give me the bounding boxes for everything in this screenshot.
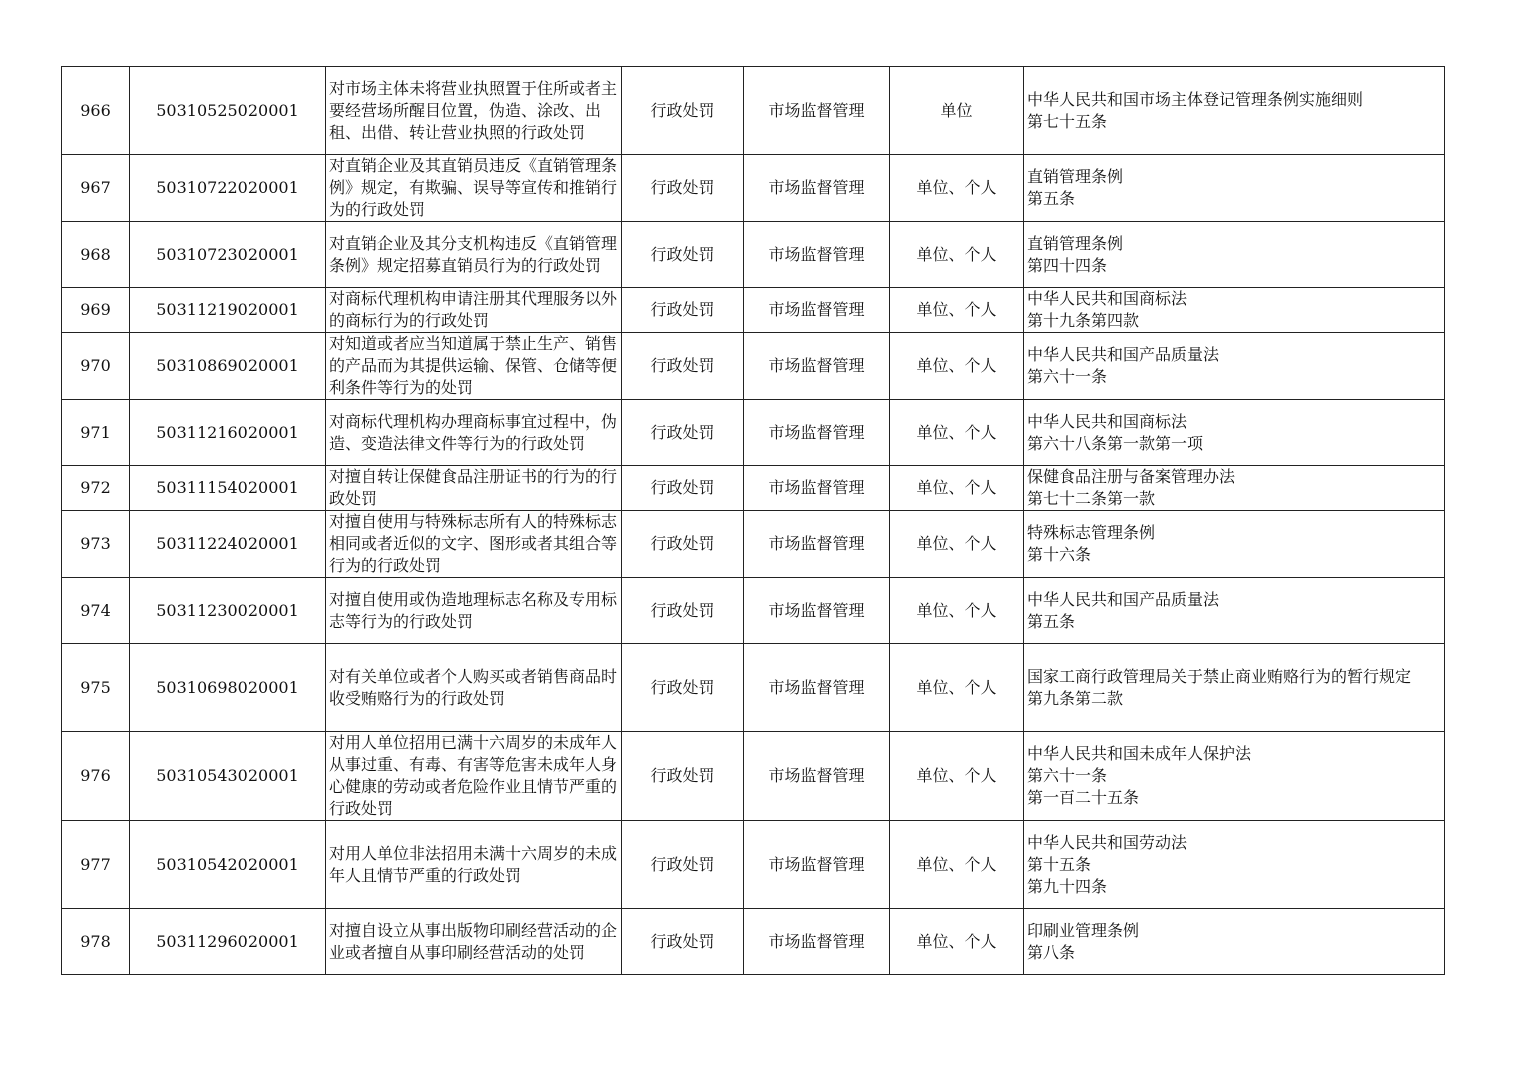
target-subject: 单位、个人 bbox=[890, 732, 1024, 821]
legal-basis: 中华人民共和国商标法 第十九条第四款 bbox=[1024, 288, 1445, 333]
target-subject: 单位、个人 bbox=[890, 909, 1024, 975]
target-subject: 单位、个人 bbox=[890, 821, 1024, 909]
item-category: 行政处罚 bbox=[622, 644, 744, 732]
legal-basis: 印刷业管理条例 第八条 bbox=[1024, 909, 1445, 975]
item-code: 50310525020001 bbox=[130, 67, 326, 155]
table-row bbox=[62, 511, 1445, 578]
row-number: 974 bbox=[62, 578, 130, 644]
item-name: 对有关单位或者个人购买或者销售商品时收受贿赂行为的行政处罚 bbox=[326, 644, 622, 732]
table-row bbox=[62, 400, 1445, 466]
row-number: 978 bbox=[62, 909, 130, 975]
legal-basis: 中华人民共和国劳动法 第十五条 第九十四条 bbox=[1024, 821, 1445, 909]
department: 市场监督管理 bbox=[744, 511, 890, 578]
table-row bbox=[62, 466, 1445, 511]
item-name: 对用人单位招用已满十六周岁的未成年人从事过重、有毒、有害等危害未成年人身心健康的劳动或者危险作业且情节严重的行政处罚 bbox=[326, 732, 622, 821]
target-subject: 单位、个人 bbox=[890, 155, 1024, 222]
table-row bbox=[62, 288, 1445, 333]
row-number: 967 bbox=[62, 155, 130, 222]
table-row bbox=[62, 644, 1445, 732]
item-category: 行政处罚 bbox=[622, 732, 744, 821]
item-code: 50310869020001 bbox=[130, 333, 326, 400]
legal-basis: 保健食品注册与备案管理办法 第七十二条第一款 bbox=[1024, 466, 1445, 511]
target-subject: 单位、个人 bbox=[890, 400, 1024, 466]
target-subject: 单位、个人 bbox=[890, 288, 1024, 333]
item-name: 对知道或者应当知道属于禁止生产、销售的产品而为其提供运输、保管、仓储等便利条件等行为的处罚 bbox=[326, 333, 622, 400]
table-row bbox=[62, 222, 1445, 288]
department: 市场监督管理 bbox=[744, 466, 890, 511]
department: 市场监督管理 bbox=[744, 909, 890, 975]
item-code: 50311219020001 bbox=[130, 288, 326, 333]
target-subject: 单位、个人 bbox=[890, 466, 1024, 511]
department: 市场监督管理 bbox=[744, 821, 890, 909]
legal-basis: 中华人民共和国产品质量法 第五条 bbox=[1024, 578, 1445, 644]
target-subject: 单位、个人 bbox=[890, 333, 1024, 400]
table-row bbox=[62, 821, 1445, 909]
department: 市场监督管理 bbox=[744, 732, 890, 821]
item-code: 50311224020001 bbox=[130, 511, 326, 578]
row-number: 966 bbox=[62, 67, 130, 155]
row-number: 972 bbox=[62, 466, 130, 511]
target-subject: 单位 bbox=[890, 67, 1024, 155]
item-category: 行政处罚 bbox=[622, 155, 744, 222]
item-code: 50311154020001 bbox=[130, 466, 326, 511]
item-code: 50311296020001 bbox=[130, 909, 326, 975]
item-category: 行政处罚 bbox=[622, 511, 744, 578]
row-number: 975 bbox=[62, 644, 130, 732]
item-category: 行政处罚 bbox=[622, 578, 744, 644]
row-number: 969 bbox=[62, 288, 130, 333]
item-category: 行政处罚 bbox=[622, 222, 744, 288]
item-name: 对市场主体未将营业执照置于住所或者主要经营场所醒目位置，伪造、涂改、出租、出借、转让营业执照的行政处罚 bbox=[326, 67, 622, 155]
legal-basis: 直销管理条例 第五条 bbox=[1024, 155, 1445, 222]
item-name: 对擅自设立从事出版物印刷经营活动的企业或者擅自从事印刷经营活动的处罚 bbox=[326, 909, 622, 975]
item-category: 行政处罚 bbox=[622, 821, 744, 909]
item-category: 行政处罚 bbox=[622, 909, 744, 975]
target-subject: 单位、个人 bbox=[890, 578, 1024, 644]
row-number: 977 bbox=[62, 821, 130, 909]
table-row bbox=[62, 333, 1445, 400]
department: 市场监督管理 bbox=[744, 155, 890, 222]
department: 市场监督管理 bbox=[744, 67, 890, 155]
department: 市场监督管理 bbox=[744, 644, 890, 732]
item-category: 行政处罚 bbox=[622, 466, 744, 511]
table-row bbox=[62, 67, 1445, 155]
item-code: 50310723020001 bbox=[130, 222, 326, 288]
item-name: 对商标代理机构申请注册其代理服务以外的商标行为的行政处罚 bbox=[326, 288, 622, 333]
legal-basis: 直销管理条例 第四十四条 bbox=[1024, 222, 1445, 288]
item-name: 对商标代理机构办理商标事宜过程中，伪造、变造法律文件等行为的行政处罚 bbox=[326, 400, 622, 466]
department: 市场监督管理 bbox=[744, 578, 890, 644]
table-row bbox=[62, 909, 1445, 975]
legal-basis: 中华人民共和国市场主体登记管理条例实施细则 第七十五条 bbox=[1024, 67, 1445, 155]
department: 市场监督管理 bbox=[744, 400, 890, 466]
department: 市场监督管理 bbox=[744, 333, 890, 400]
legal-basis: 中华人民共和国商标法 第六十八条第一款第一项 bbox=[1024, 400, 1445, 466]
item-name: 对直销企业及其直销员违反《直销管理条例》规定，有欺骗、误导等宣传和推销行为的行政处罚 bbox=[326, 155, 622, 222]
row-number: 971 bbox=[62, 400, 130, 466]
item-code: 50310543020001 bbox=[130, 732, 326, 821]
item-name: 对用人单位非法招用未满十六周岁的未成年人且情节严重的行政处罚 bbox=[326, 821, 622, 909]
row-number: 968 bbox=[62, 222, 130, 288]
item-name: 对擅自使用或伪造地理标志名称及专用标志等行为的行政处罚 bbox=[326, 578, 622, 644]
item-code: 50311230020001 bbox=[130, 578, 326, 644]
regulation-table bbox=[61, 66, 1445, 975]
legal-basis: 中华人民共和国未成年人保护法 第六十一条 第一百二十五条 bbox=[1024, 732, 1445, 821]
row-number: 970 bbox=[62, 333, 130, 400]
item-name: 对直销企业及其分支机构违反《直销管理条例》规定招募直销员行为的行政处罚 bbox=[326, 222, 622, 288]
legal-basis: 特殊标志管理条例 第十六条 bbox=[1024, 511, 1445, 578]
item-category: 行政处罚 bbox=[622, 400, 744, 466]
table-row bbox=[62, 155, 1445, 222]
target-subject: 单位、个人 bbox=[890, 222, 1024, 288]
legal-basis: 国家工商行政管理局关于禁止商业贿赂行为的暂行规定 第九条第二款 bbox=[1024, 644, 1445, 732]
item-name: 对擅自转让保健食品注册证书的行为的行政处罚 bbox=[326, 466, 622, 511]
department: 市场监督管理 bbox=[744, 288, 890, 333]
target-subject: 单位、个人 bbox=[890, 644, 1024, 732]
legal-basis: 中华人民共和国产品质量法 第六十一条 bbox=[1024, 333, 1445, 400]
table-body bbox=[62, 67, 1445, 975]
item-code: 50310698020001 bbox=[130, 644, 326, 732]
item-category: 行政处罚 bbox=[622, 288, 744, 333]
item-code: 50310722020001 bbox=[130, 155, 326, 222]
department: 市场监督管理 bbox=[744, 222, 890, 288]
table-row bbox=[62, 578, 1445, 644]
row-number: 973 bbox=[62, 511, 130, 578]
row-number: 976 bbox=[62, 732, 130, 821]
target-subject: 单位、个人 bbox=[890, 511, 1024, 578]
table-row bbox=[62, 732, 1445, 821]
item-code: 50310542020001 bbox=[130, 821, 326, 909]
item-category: 行政处罚 bbox=[622, 333, 744, 400]
item-code: 50311216020001 bbox=[130, 400, 326, 466]
item-name: 对擅自使用与特殊标志所有人的特殊标志相同或者近似的文字、图形或者其组合等行为的行政处罚 bbox=[326, 511, 622, 578]
item-category: 行政处罚 bbox=[622, 67, 744, 155]
